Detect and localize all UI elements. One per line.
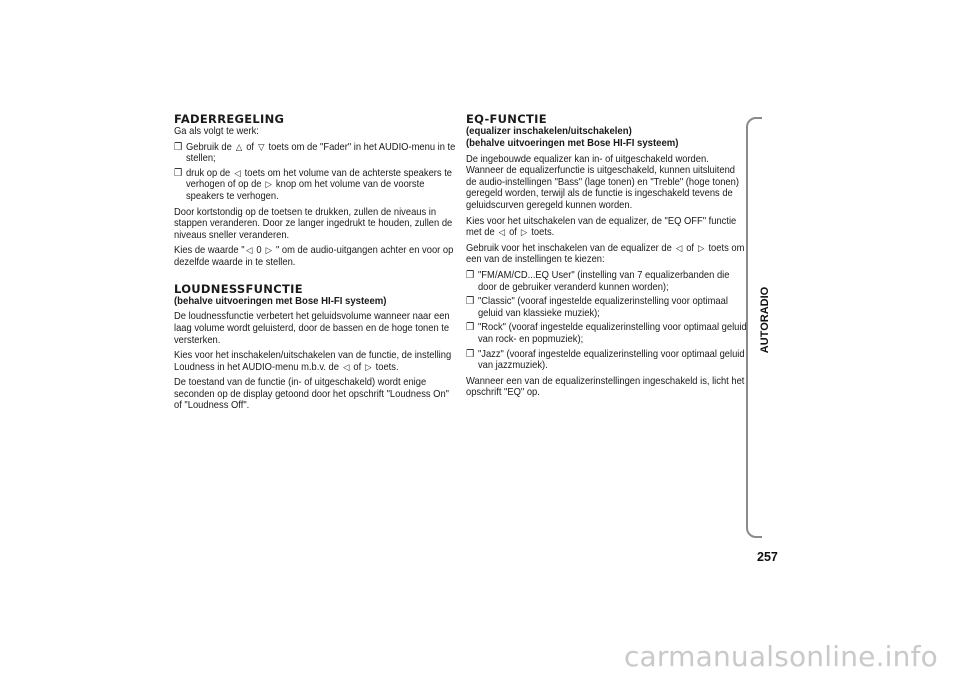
checkbox-bullet-icon: ❒ — [466, 296, 475, 308]
right-triangle-icon: ▷ — [265, 245, 272, 256]
left-triangle-icon: ◁ — [245, 245, 253, 256]
fader-steps — [174, 142, 454, 203]
checkbox-bullet-icon: ❒ — [466, 348, 475, 360]
fader-paragraph: Kies de waarde "◁ 0 ▷ " om de audio-uitgangen achter en voor op dezelfde waarde in te stellen. — [174, 245, 454, 268]
left-triangle-icon: ◁ — [675, 242, 683, 253]
right-triangle-icon: ▷ — [365, 361, 372, 372]
checkbox-bullet-icon: ❒ — [466, 322, 475, 334]
eq-paragraph: Wanneer een van de equalizerinstellingen ingeschakeld is, licht het opschrift "EQ" op. — [466, 375, 745, 399]
chapter-tab-label: AUTORADIO — [759, 286, 772, 354]
left-column — [174, 113, 454, 426]
list-item: ❒ "Classic" (vooraf ingestelde equalizerinstelling voor optimaal geluid van klassieke muziek); — [466, 296, 728, 319]
down-triangle-icon: ▽ — [258, 141, 265, 152]
list-item: ❒ "Jazz" (vooraf ingestelde equalizerinstelling voor optimaal geluid van jazzmuziek). — [466, 348, 745, 372]
right-triangle-icon: ▷ — [265, 179, 272, 190]
loudness-subheading: (behalve uitvoeringen met Bose HI-FI systeem) — [174, 295, 387, 307]
checkbox-bullet-icon: ❒ — [174, 167, 183, 179]
eq-paragraph: De ingebouwde equalizer kan in- of uitgeschakeld worden. Wanneer de equalizerfunctie is uitgeschakeld, kunnen uitsluitend de audio-instellingen "Bass" (lage tonen) en "Treble" (hoge tonen) geregeld worden, terwijl als de functie is ingeschakeld tevens de geluidscurven geregeld kunnen worden. — [466, 153, 739, 211]
list-item: ❒ "Rock" (vooraf ingestelde equalizerinstelling voor optimaal geluid van rock- en popmuziek); — [466, 322, 747, 345]
loudness-heading: LOUDNESSFUNCTIE — [174, 281, 303, 296]
left-triangle-icon: ◁ — [234, 167, 241, 178]
eq-paragraph: Gebruik voor het inschakelen van de equalizer de ◁ of ▷ toets om een van de instellingen te kiezen: — [466, 242, 745, 266]
list-item: ❒ Gebruik de △ of ▽ toets om de "Fader" in het AUDIO-menu in te stellen; — [174, 141, 456, 165]
right-column — [466, 113, 746, 413]
up-triangle-icon: △ — [235, 141, 243, 152]
eq-paragraph: Kies voor het uitschakelen van de equalizer, de "EQ OFF" functie met de ◁ of ▷ toets. — [466, 215, 737, 239]
fader-heading: FADERREGELING — [174, 112, 285, 126]
list-item: ❒ "FM/AM/CD...EQ User" (instelling van 7 equalizerbanden die door de gebruiker veranderd kunnen worden); — [466, 269, 730, 293]
fader-intro: Ga als volgt te werk: — [174, 126, 259, 137]
eq-subheading: (behalve uitvoeringen met Bose HI-FI systeem) — [466, 137, 679, 149]
page-number: 257 — [757, 550, 778, 564]
loudness-section — [174, 283, 454, 413]
fader-paragraph: Door kortstondig op de toetsen te drukken, zullen de niveaus in stappen veranderen. Door ze langer ingedrukt te houden, zullen de niveaus sneller veranderen. — [174, 206, 453, 241]
left-triangle-icon: ◁ — [498, 227, 506, 238]
loudness-paragraph: De toestand van de functie (in- of uitgeschakeld) wordt enige seconden op de display getoond door het opschrift "Loudness On" of "Loudness Off". — [174, 377, 450, 412]
list-item: ❒ druk op de ◁ toets om het volume van de achterste speakers te verhogen of op de ▷ knop om het volume van de voorste speakers te verhogen. — [174, 167, 453, 202]
right-triangle-icon: ▷ — [520, 227, 528, 238]
left-triangle-icon: ◁ — [342, 361, 350, 372]
checkbox-bullet-icon: ❒ — [174, 141, 183, 153]
right-triangle-icon: ▷ — [698, 242, 705, 253]
loudness-paragraph: Kies voor het inschakelen/uitschakelen van de functie, de instelling Loudness in het AUDIO-menu m.b.v. de ◁ of ▷ toets. — [174, 350, 452, 373]
eq-presets-list — [466, 270, 746, 372]
checkbox-bullet-icon: ❒ — [466, 269, 475, 281]
fader-section — [174, 113, 454, 269]
watermark: carmanualsonline.info — [623, 640, 938, 673]
eq-section — [466, 113, 746, 399]
eq-subheading: (equalizer inschakelen/uitschakelen) — [466, 126, 632, 137]
eq-heading: EQ-FUNCTIE — [466, 112, 547, 126]
loudness-paragraph: De loudnessfunctie verbetert het geluidsvolume wanneer naar een laag volume wordt geluisterd, door de bassen en de hoge tonen te versterken. — [174, 311, 450, 346]
